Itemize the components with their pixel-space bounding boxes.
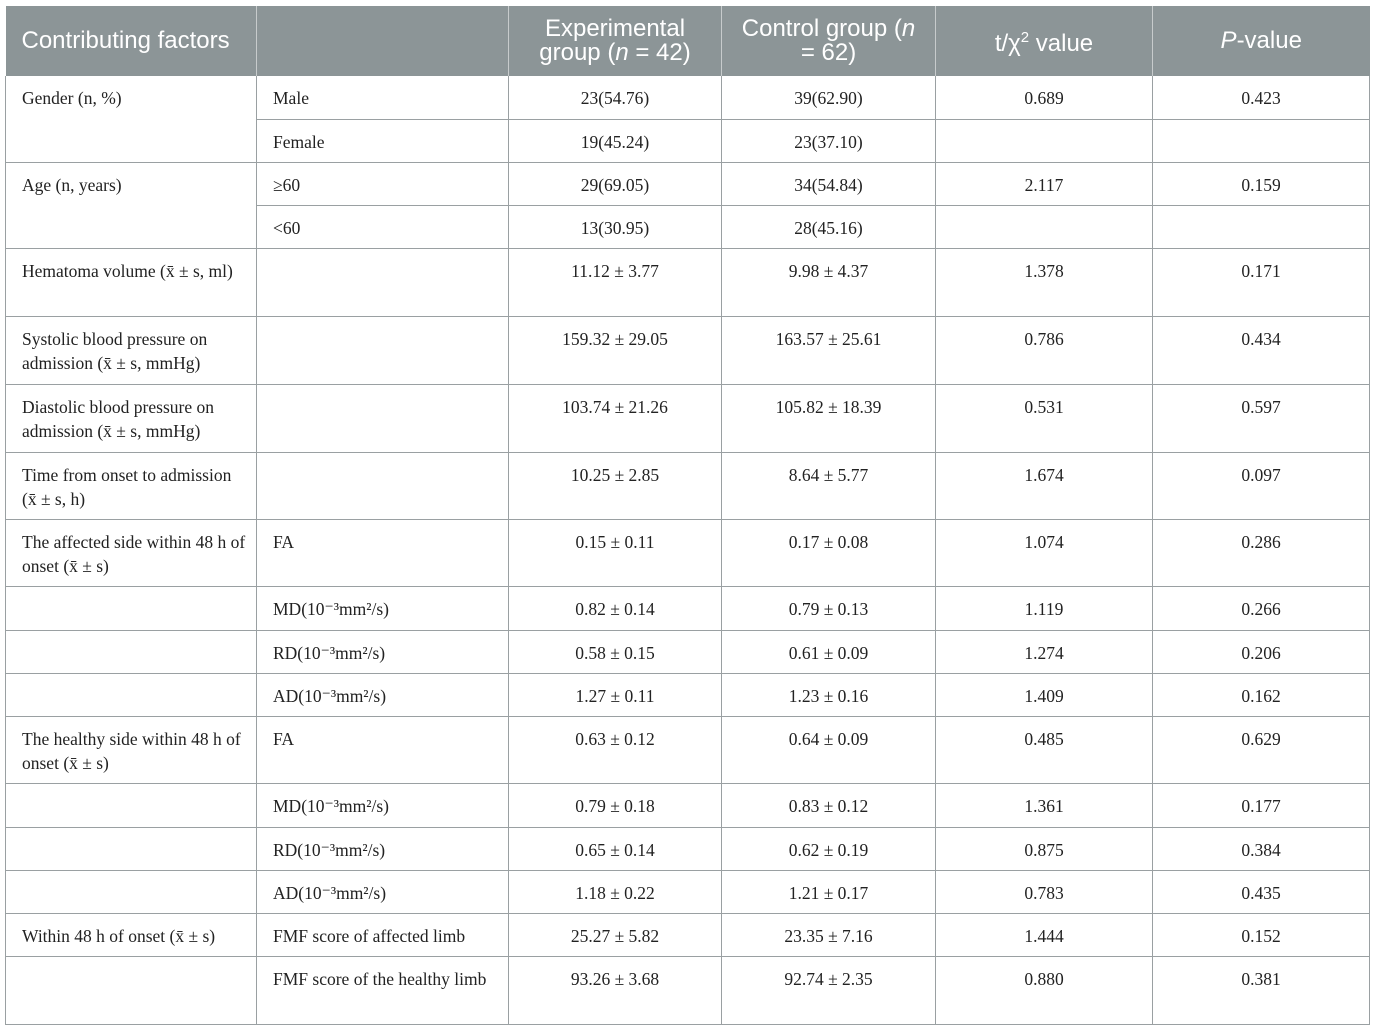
row-experimental-cell: 25.27 ± 5.82 bbox=[509, 913, 722, 956]
row-p-value-cell: 0.097 bbox=[1153, 452, 1370, 519]
comparison-table bbox=[5, 6, 1370, 1025]
row-statistic-cell: 1.361 bbox=[936, 783, 1153, 827]
table-row bbox=[6, 452, 1370, 519]
row-p-value-cell: 0.597 bbox=[1153, 384, 1370, 452]
header-statistic-text: t/χ bbox=[994, 30, 1021, 57]
row-subcategory-cell: RD(10⁻³mm²/s) bbox=[257, 630, 509, 673]
table-body bbox=[6, 76, 1370, 1024]
table-row bbox=[6, 586, 1370, 630]
header-p-suffix: -value bbox=[1236, 27, 1302, 54]
row-factor-cell bbox=[6, 630, 257, 673]
header-statistic-suffix: value bbox=[1029, 30, 1094, 57]
row-subcategory-cell: MD(10⁻³mm²/s) bbox=[257, 783, 509, 827]
table-header bbox=[6, 6, 1370, 76]
row-factor-cell bbox=[6, 586, 257, 630]
row-control-cell: 1.23 ± 0.16 bbox=[722, 673, 936, 716]
header-control-count: = 62) bbox=[800, 39, 857, 66]
row-experimental-cell: 0.63 ± 0.12 bbox=[509, 716, 722, 783]
row-control-cell: 23.35 ± 7.16 bbox=[722, 913, 936, 956]
row-factor-cell bbox=[6, 870, 257, 913]
row-experimental-cell: 0.82 ± 0.14 bbox=[509, 586, 722, 630]
row-subcategory-cell: MD(10⁻³mm²/s) bbox=[257, 586, 509, 630]
header-p-letter: P bbox=[1220, 27, 1237, 54]
row-factor-cell: Systolic blood pressure on admission (x̄ ± s, mmHg) bbox=[6, 316, 257, 384]
row-control-cell: 9.98 ± 4.37 bbox=[722, 248, 936, 316]
row-statistic-cell: 1.409 bbox=[936, 673, 1153, 716]
row-p-value-cell: 0.381 bbox=[1153, 956, 1370, 1024]
row-p-value-cell: 0.286 bbox=[1153, 519, 1370, 586]
row-subcategory-cell: AD(10⁻³mm²/s) bbox=[257, 870, 509, 913]
header-p-value bbox=[1153, 6, 1370, 76]
table-row bbox=[6, 783, 1370, 827]
row-statistic-cell: 0.485 bbox=[936, 716, 1153, 783]
row-control-cell: 0.17 ± 0.08 bbox=[722, 519, 936, 586]
table-row bbox=[6, 205, 1370, 248]
row-subcategory-cell: ≥60 bbox=[257, 162, 509, 205]
row-experimental-cell: 10.25 ± 2.85 bbox=[509, 452, 722, 519]
header-contributing-factors: Contributing factors bbox=[6, 6, 257, 76]
row-experimental-cell: 0.65 ± 0.14 bbox=[509, 827, 722, 870]
row-factor-cell: Gender (n, %) bbox=[6, 76, 257, 119]
row-control-cell: 39(62.90) bbox=[722, 76, 936, 119]
row-p-value-cell: 0.435 bbox=[1153, 870, 1370, 913]
row-statistic-cell: 1.378 bbox=[936, 248, 1153, 316]
header-subcategory bbox=[257, 6, 509, 76]
row-p-value-cell bbox=[1153, 205, 1370, 248]
row-statistic-cell bbox=[936, 205, 1153, 248]
row-p-value-cell: 0.434 bbox=[1153, 316, 1370, 384]
row-experimental-cell: 0.79 ± 0.18 bbox=[509, 783, 722, 827]
row-p-value-cell: 0.266 bbox=[1153, 586, 1370, 630]
row-control-cell: 1.21 ± 0.17 bbox=[722, 870, 936, 913]
row-subcategory-cell bbox=[257, 316, 509, 384]
row-factor-cell: The affected side within 48 h of onset (x̄ ± s) bbox=[6, 519, 257, 586]
row-statistic-cell: 1.074 bbox=[936, 519, 1153, 586]
row-experimental-cell: 23(54.76) bbox=[509, 76, 722, 119]
row-subcategory-cell: RD(10⁻³mm²/s) bbox=[257, 827, 509, 870]
row-factor-cell bbox=[6, 956, 257, 1024]
row-experimental-cell: 0.15 ± 0.11 bbox=[509, 519, 722, 586]
table-row bbox=[6, 119, 1370, 162]
table-row bbox=[6, 673, 1370, 716]
row-experimental-cell: 13(30.95) bbox=[509, 205, 722, 248]
table-row bbox=[6, 716, 1370, 783]
row-control-cell: 34(54.84) bbox=[722, 162, 936, 205]
row-experimental-cell: 1.18 ± 0.22 bbox=[509, 870, 722, 913]
row-experimental-cell: 11.12 ± 3.77 bbox=[509, 248, 722, 316]
table-row bbox=[6, 870, 1370, 913]
header-control-n: n bbox=[901, 15, 916, 42]
row-experimental-cell: 19(45.24) bbox=[509, 119, 722, 162]
row-experimental-cell: 159.32 ± 29.05 bbox=[509, 316, 722, 384]
table-row bbox=[6, 384, 1370, 452]
table-row bbox=[6, 827, 1370, 870]
row-control-cell: 8.64 ± 5.77 bbox=[722, 452, 936, 519]
row-p-value-cell: 0.162 bbox=[1153, 673, 1370, 716]
row-subcategory-cell: FA bbox=[257, 716, 509, 783]
row-control-cell: 23(37.10) bbox=[722, 119, 936, 162]
row-control-cell: 0.83 ± 0.12 bbox=[722, 783, 936, 827]
row-control-cell: 92.74 ± 2.35 bbox=[722, 956, 936, 1024]
data-table-container bbox=[5, 6, 1369, 1025]
table-row bbox=[6, 76, 1370, 119]
row-p-value-cell bbox=[1153, 119, 1370, 162]
row-statistic-cell: 0.880 bbox=[936, 956, 1153, 1024]
row-statistic-cell: 0.531 bbox=[936, 384, 1153, 452]
row-experimental-cell: 29(69.05) bbox=[509, 162, 722, 205]
table-row bbox=[6, 248, 1370, 316]
row-subcategory-cell: AD(10⁻³mm²/s) bbox=[257, 673, 509, 716]
row-subcategory-cell: Male bbox=[257, 76, 509, 119]
row-control-cell: 28(45.16) bbox=[722, 205, 936, 248]
row-control-cell: 105.82 ± 18.39 bbox=[722, 384, 936, 452]
row-experimental-cell: 0.58 ± 0.15 bbox=[509, 630, 722, 673]
row-subcategory-cell: FA bbox=[257, 519, 509, 586]
row-p-value-cell: 0.159 bbox=[1153, 162, 1370, 205]
header-statistic-sup: 2 bbox=[1020, 29, 1030, 46]
row-statistic-cell: 2.117 bbox=[936, 162, 1153, 205]
row-statistic-cell: 0.875 bbox=[936, 827, 1153, 870]
row-subcategory-cell: <60 bbox=[257, 205, 509, 248]
row-factor-cell bbox=[6, 205, 257, 248]
row-factor-cell bbox=[6, 783, 257, 827]
row-factor-cell: Time from onset to admission (x̄ ± s, h) bbox=[6, 452, 257, 519]
row-p-value-cell: 0.177 bbox=[1153, 783, 1370, 827]
row-subcategory-cell bbox=[257, 452, 509, 519]
row-statistic-cell: 0.786 bbox=[936, 316, 1153, 384]
row-experimental-cell: 103.74 ± 21.26 bbox=[509, 384, 722, 452]
row-p-value-cell: 0.423 bbox=[1153, 76, 1370, 119]
header-control-group bbox=[722, 6, 936, 76]
row-experimental-cell: 1.27 ± 0.11 bbox=[509, 673, 722, 716]
row-control-cell: 0.64 ± 0.09 bbox=[722, 716, 936, 783]
row-factor-cell: Diastolic blood pressure on admission (x̄ ± s, mmHg) bbox=[6, 384, 257, 452]
header-experimental-n: n bbox=[615, 39, 629, 66]
table-row bbox=[6, 316, 1370, 384]
table-row bbox=[6, 519, 1370, 586]
table-row bbox=[6, 162, 1370, 205]
row-factor-cell: Hematoma volume (x̄ ± s, ml) bbox=[6, 248, 257, 316]
row-control-cell: 163.57 ± 25.61 bbox=[722, 316, 936, 384]
row-control-cell: 0.62 ± 0.19 bbox=[722, 827, 936, 870]
row-subcategory-cell bbox=[257, 248, 509, 316]
row-factor-cell: The healthy side within 48 h of onset (x̄ ± s) bbox=[6, 716, 257, 783]
row-statistic-cell: 1.444 bbox=[936, 913, 1153, 956]
row-statistic-cell: 0.783 bbox=[936, 870, 1153, 913]
header-statistic-value bbox=[936, 6, 1153, 76]
row-subcategory-cell: FMF score of the healthy limb bbox=[257, 956, 509, 1024]
row-factor-cell bbox=[6, 673, 257, 716]
table-row bbox=[6, 630, 1370, 673]
row-statistic-cell bbox=[936, 119, 1153, 162]
row-statistic-cell: 1.119 bbox=[936, 586, 1153, 630]
table-row bbox=[6, 913, 1370, 956]
row-statistic-cell: 1.674 bbox=[936, 452, 1153, 519]
row-p-value-cell: 0.629 bbox=[1153, 716, 1370, 783]
header-experimental-text: Experimental group ( bbox=[539, 15, 686, 66]
row-factor-cell bbox=[6, 119, 257, 162]
row-control-cell: 0.61 ± 0.09 bbox=[722, 630, 936, 673]
row-p-value-cell: 0.384 bbox=[1153, 827, 1370, 870]
header-experimental-group bbox=[509, 6, 722, 76]
row-p-value-cell: 0.206 bbox=[1153, 630, 1370, 673]
row-p-value-cell: 0.152 bbox=[1153, 913, 1370, 956]
row-factor-cell: Within 48 h of onset (x̄ ± s) bbox=[6, 913, 257, 956]
row-factor-cell bbox=[6, 827, 257, 870]
row-subcategory-cell: Female bbox=[257, 119, 509, 162]
table-row bbox=[6, 956, 1370, 1024]
row-statistic-cell: 1.274 bbox=[936, 630, 1153, 673]
row-subcategory-cell bbox=[257, 384, 509, 452]
row-experimental-cell: 93.26 ± 3.68 bbox=[509, 956, 722, 1024]
row-control-cell: 0.79 ± 0.13 bbox=[722, 586, 936, 630]
row-subcategory-cell: FMF score of affected limb bbox=[257, 913, 509, 956]
header-experimental-count: = 42) bbox=[628, 39, 691, 66]
row-factor-cell: Age (n, years) bbox=[6, 162, 257, 205]
row-p-value-cell: 0.171 bbox=[1153, 248, 1370, 316]
header-row bbox=[6, 6, 1370, 76]
row-statistic-cell: 0.689 bbox=[936, 76, 1153, 119]
header-control-text: Control group ( bbox=[741, 15, 902, 42]
